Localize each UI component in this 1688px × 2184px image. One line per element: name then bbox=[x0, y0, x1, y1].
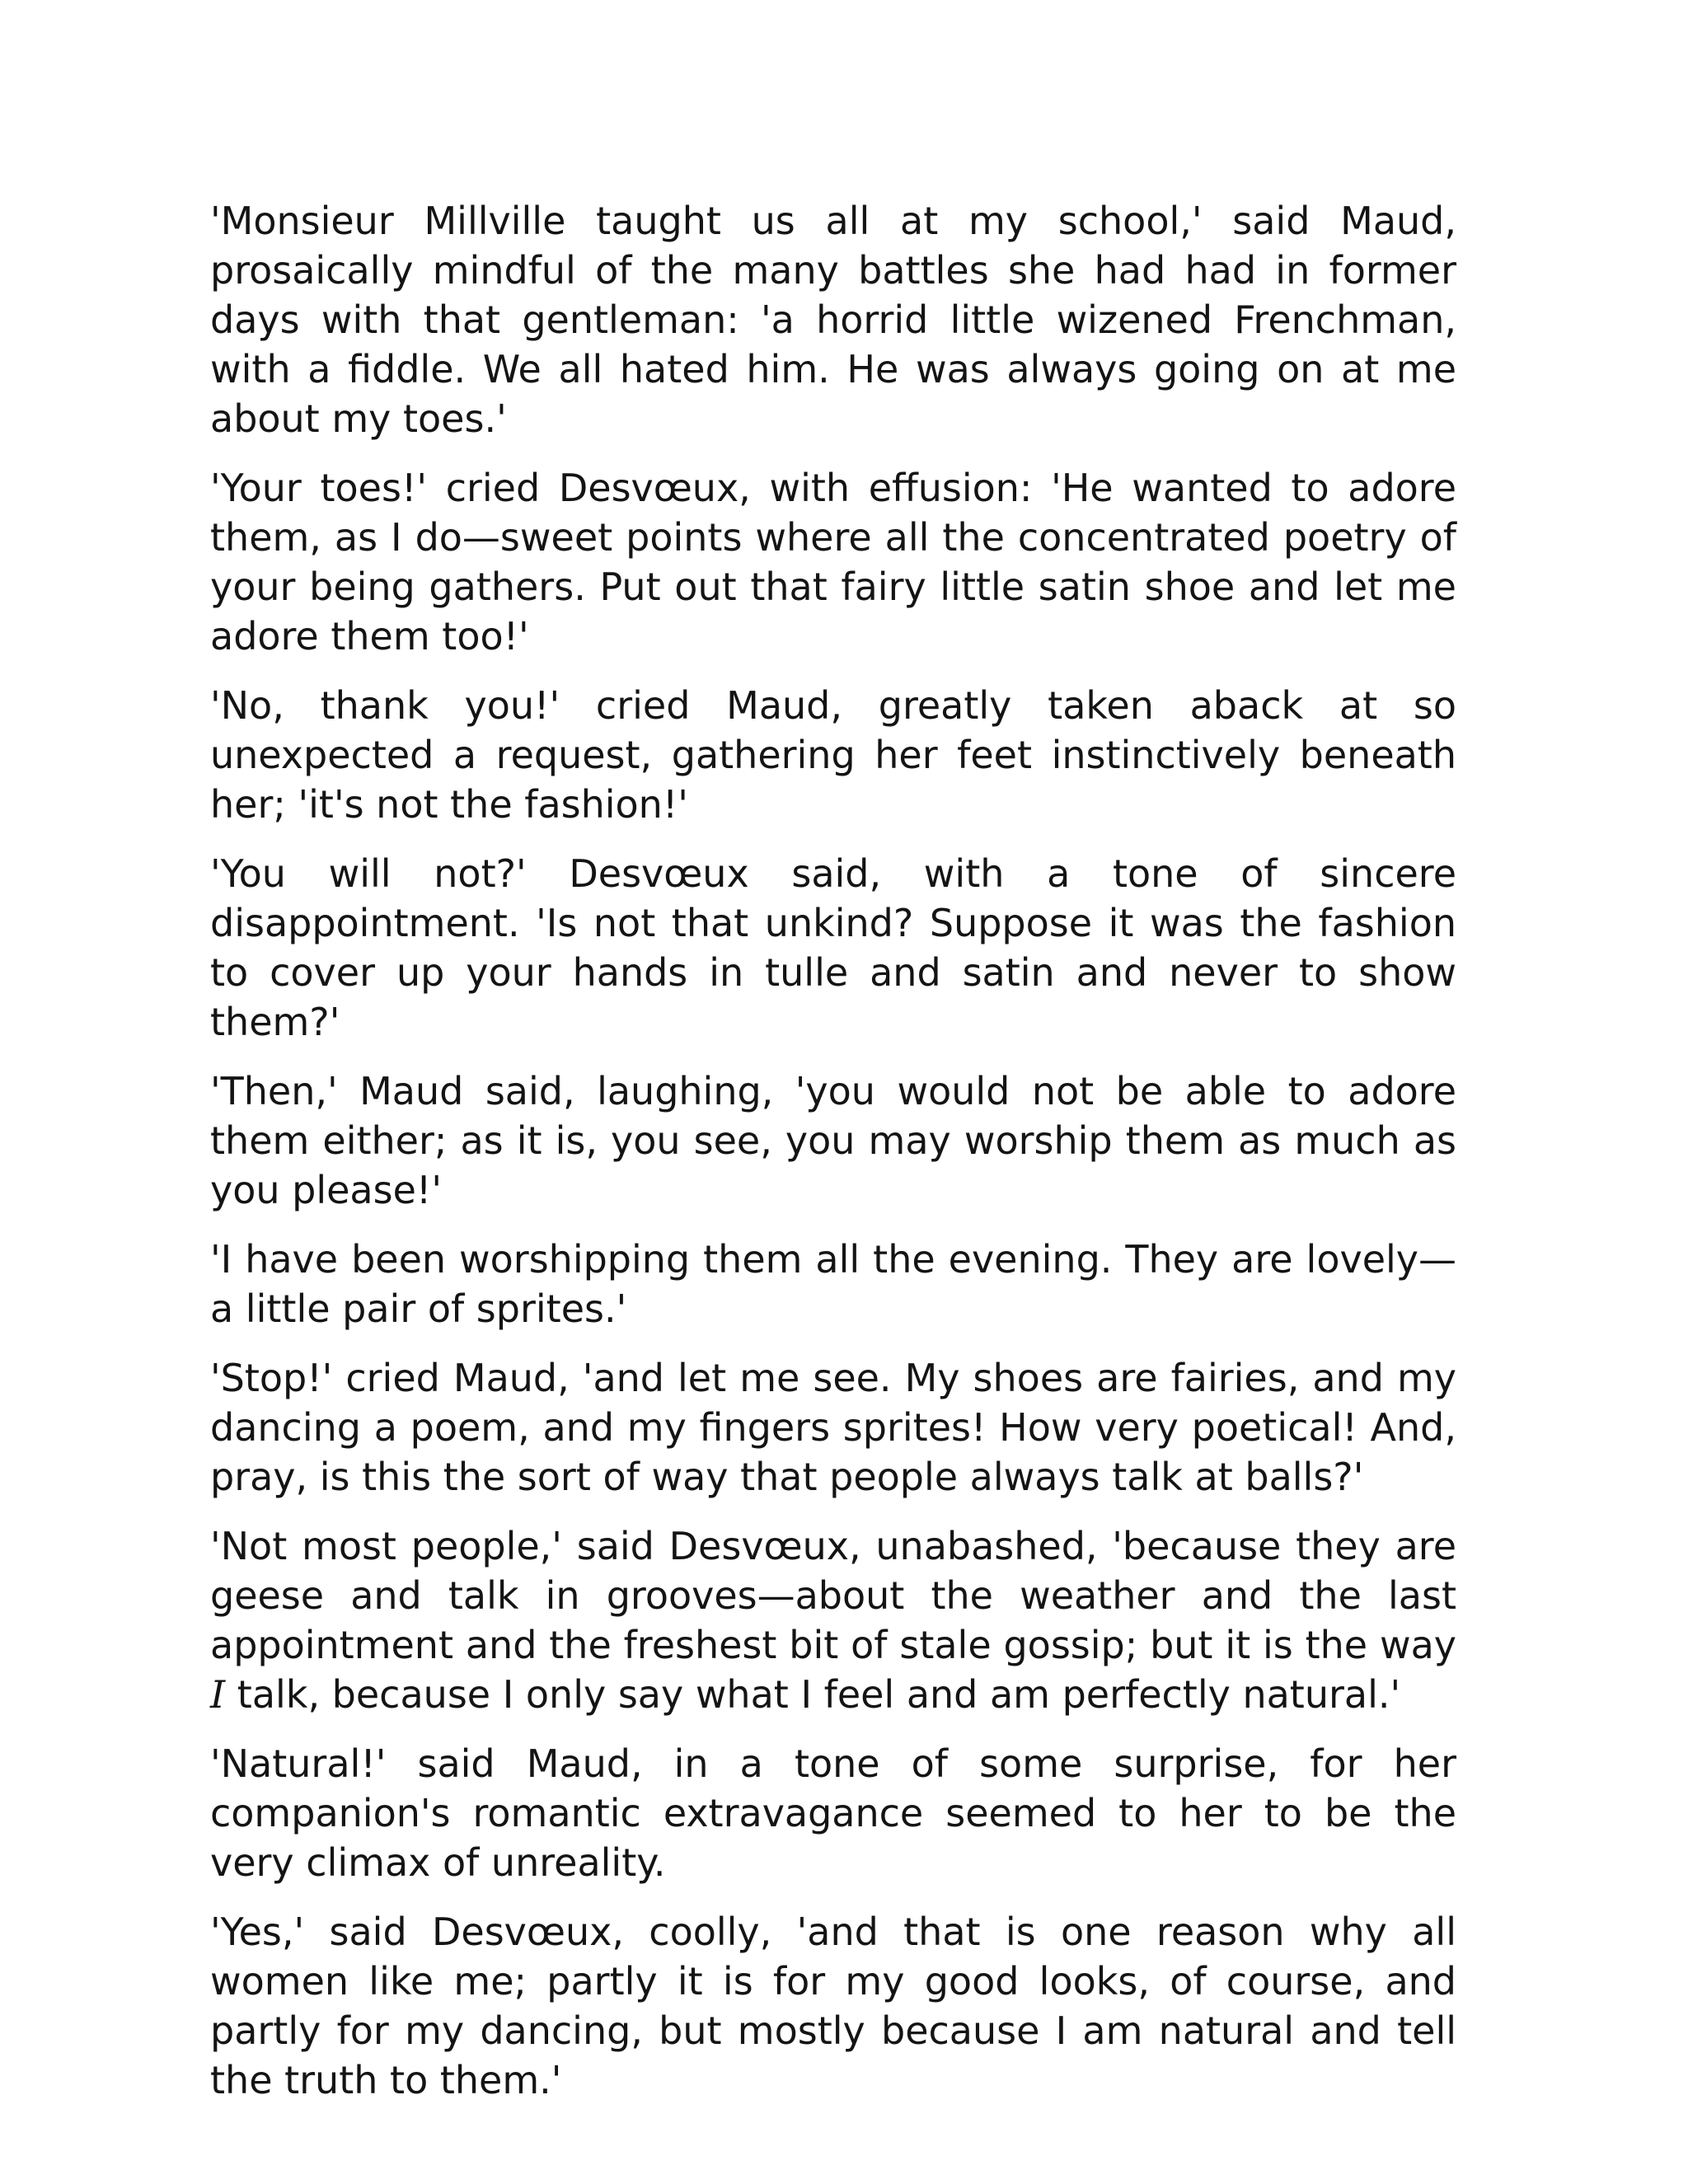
paragraph-4 bbox=[210, 849, 1456, 1047]
paragraph-text: 'Not most people,' said Desvœux, unabashed, 'because they are geese and talk in grooves—about the weather and the last appointment and the freshest bit of stale gossip; but it is the way bbox=[210, 1524, 1456, 1667]
paragraph-10 bbox=[210, 1907, 1456, 2105]
paragraph-text: 'Yes,' said Desvœux, coolly, 'and that is one reason why all women like me; partly it is for my good looks, of course, and partly for my dancing, but mostly because I am natural and tell the truth to them.' bbox=[210, 1910, 1456, 2102]
paragraph-text: 'Monsieur Millville taught us all at my school,' said Maud, prosaically mindful of the many battles she had had in former days with that gentleman: 'a horrid little wizened Frenchman, with a fiddle. We all hated him. He was always going on at me about my toes.' bbox=[210, 199, 1456, 441]
emphasis-text: I bbox=[210, 1672, 226, 1717]
paragraph-text: 'Then,' Maud said, laughing, 'you would not be able to adore them either; as it is, you see, you may worship them as much as you please!' bbox=[210, 1069, 1456, 1212]
paragraph-text: 'You will not?' Desvœux said, with a tone of sincere disappointment. 'Is not that unkind? Suppose it was the fashion to cover up your hands in tulle and satin and never to show them?' bbox=[210, 851, 1456, 1044]
paragraph-7 bbox=[210, 1353, 1456, 1502]
paragraph-3 bbox=[210, 681, 1456, 829]
paragraph-text: 'Natural!' said Maud, in a tone of some surprise, for her companion's romantic extravagance seemed to her to be the very climax of unreality. bbox=[210, 1741, 1456, 1885]
page-body bbox=[210, 196, 1456, 2125]
paragraph-text: 'Stop!' cried Maud, 'and let me see. My shoes are fairies, and my dancing a poem, and my fingers sprites! How very poetical! And, pray, is this the sort of way that people always talk at balls?' bbox=[210, 1356, 1456, 1499]
paragraph-2 bbox=[210, 463, 1456, 661]
paragraph-9 bbox=[210, 1739, 1456, 1887]
paragraph-text: 'I have been worshipping them all the evening. They are lovely—a little pair of sprites.' bbox=[210, 1237, 1456, 1331]
paragraph-6 bbox=[210, 1235, 1456, 1333]
paragraph-8 bbox=[210, 1521, 1456, 1719]
paragraph-text: 'No, thank you!' cried Maud, greatly taken aback at so unexpected a request, gathering her feet instinctively beneath her; 'it's not the fashion!' bbox=[210, 683, 1456, 827]
paragraph-text: talk, because I only say what I feel and am perfectly natural.' bbox=[225, 1672, 1401, 1717]
paragraph-5 bbox=[210, 1066, 1456, 1215]
paragraph-1 bbox=[210, 196, 1456, 443]
paragraph-text: 'Your toes!' cried Desvœux, with effusion: 'He wanted to adore them, as I do—sweet points where all the concentrated poetry of your being gathers. Put out that fairy little satin shoe and let me adore them too!' bbox=[210, 466, 1456, 658]
